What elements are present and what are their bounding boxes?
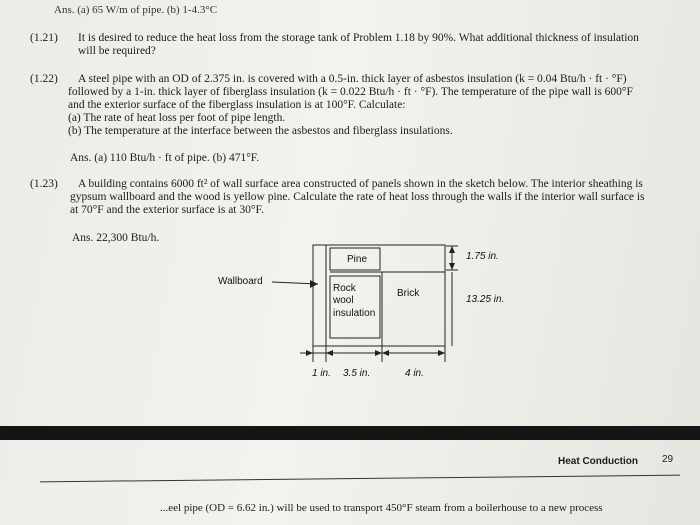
dimension-brick-label: 4 in. [405, 368, 424, 379]
dimension-right-label: 13.25 in. [466, 294, 505, 305]
dimension-rockwool-label: 3.5 in. [343, 368, 371, 379]
rock-wool-label: insulation [333, 308, 376, 319]
page-gap-shadow [0, 426, 700, 440]
problem-text-line: A building contains 6000 ft² of wall surface area constructed of panels shown in the sketch below. The interior sheathing is [78, 178, 643, 190]
problem-number: (1.21) [30, 32, 58, 44]
problem-text-line: and the exterior surface of the fiberglass insulation is at 100°F. Calculate: [68, 99, 406, 111]
problem-text-line: will be required? [78, 45, 156, 57]
problem-text-line: It is desired to reduce the heat loss from the storage tank of Problem 1.18 by 90%. What additional thickness of insulation [78, 32, 639, 44]
problem-text-line: followed by a 1-in. thick layer of fiberglass insulation (k = 0.022 Btu/h · ft · °F). The temperature of the pipe wall is 600°F [68, 86, 633, 98]
problem-text-line: (a) The rate of heat loss per foot of pipe length. [68, 112, 286, 124]
page-number: 29 [662, 454, 674, 465]
previous-answer-fragment: Ans. (a) 65 W/m of pipe. (b) 1-4.3°C [54, 4, 218, 16]
brick-label: Brick [397, 288, 420, 299]
problem-text-line: at 70°F and the exterior surface is at 30°F. [70, 204, 264, 216]
running-footer-title: Heat Conduction [558, 456, 638, 467]
answer-text: Ans. 22,300 Btu/h. [72, 232, 160, 244]
rock-wool-label: wool [333, 295, 354, 306]
problem-number: (1.23) [30, 178, 58, 190]
problem-text-line: (b) The temperature at the interface between the asbestos and fiberglass insulations. [68, 125, 453, 137]
problem-number: (1.22) [30, 73, 58, 85]
wallboard-arrowhead [310, 280, 318, 288]
answer-text: Ans. (a) 110 Btu/h · ft of pipe. (b) 471°F. [70, 152, 260, 164]
problem-text-line: gypsum wallboard and the wood is yellow pine. Calculate the rate of heat loss through the walls if the interior wall surface is [70, 191, 645, 203]
wallboard-label: Wallboard [218, 276, 263, 287]
rock-wool-label: Rock [333, 283, 356, 294]
dimension-top-label: 1.75 in. [466, 251, 499, 262]
next-page-text-fragment: ...eel pipe (OD = 6.62 in.) will be used to transport 450°F steam from a boilerhouse to a new process [160, 502, 603, 514]
pine-label: Pine [347, 254, 368, 265]
dimension-wallboard-label: 1 in. [312, 368, 331, 379]
problem-text-line: A steel pipe with an OD of 2.375 in. is covered with a 0.5-in. thick layer of asbestos insulation (k = 0.04 Btu/h · ft · °F) [78, 73, 627, 85]
